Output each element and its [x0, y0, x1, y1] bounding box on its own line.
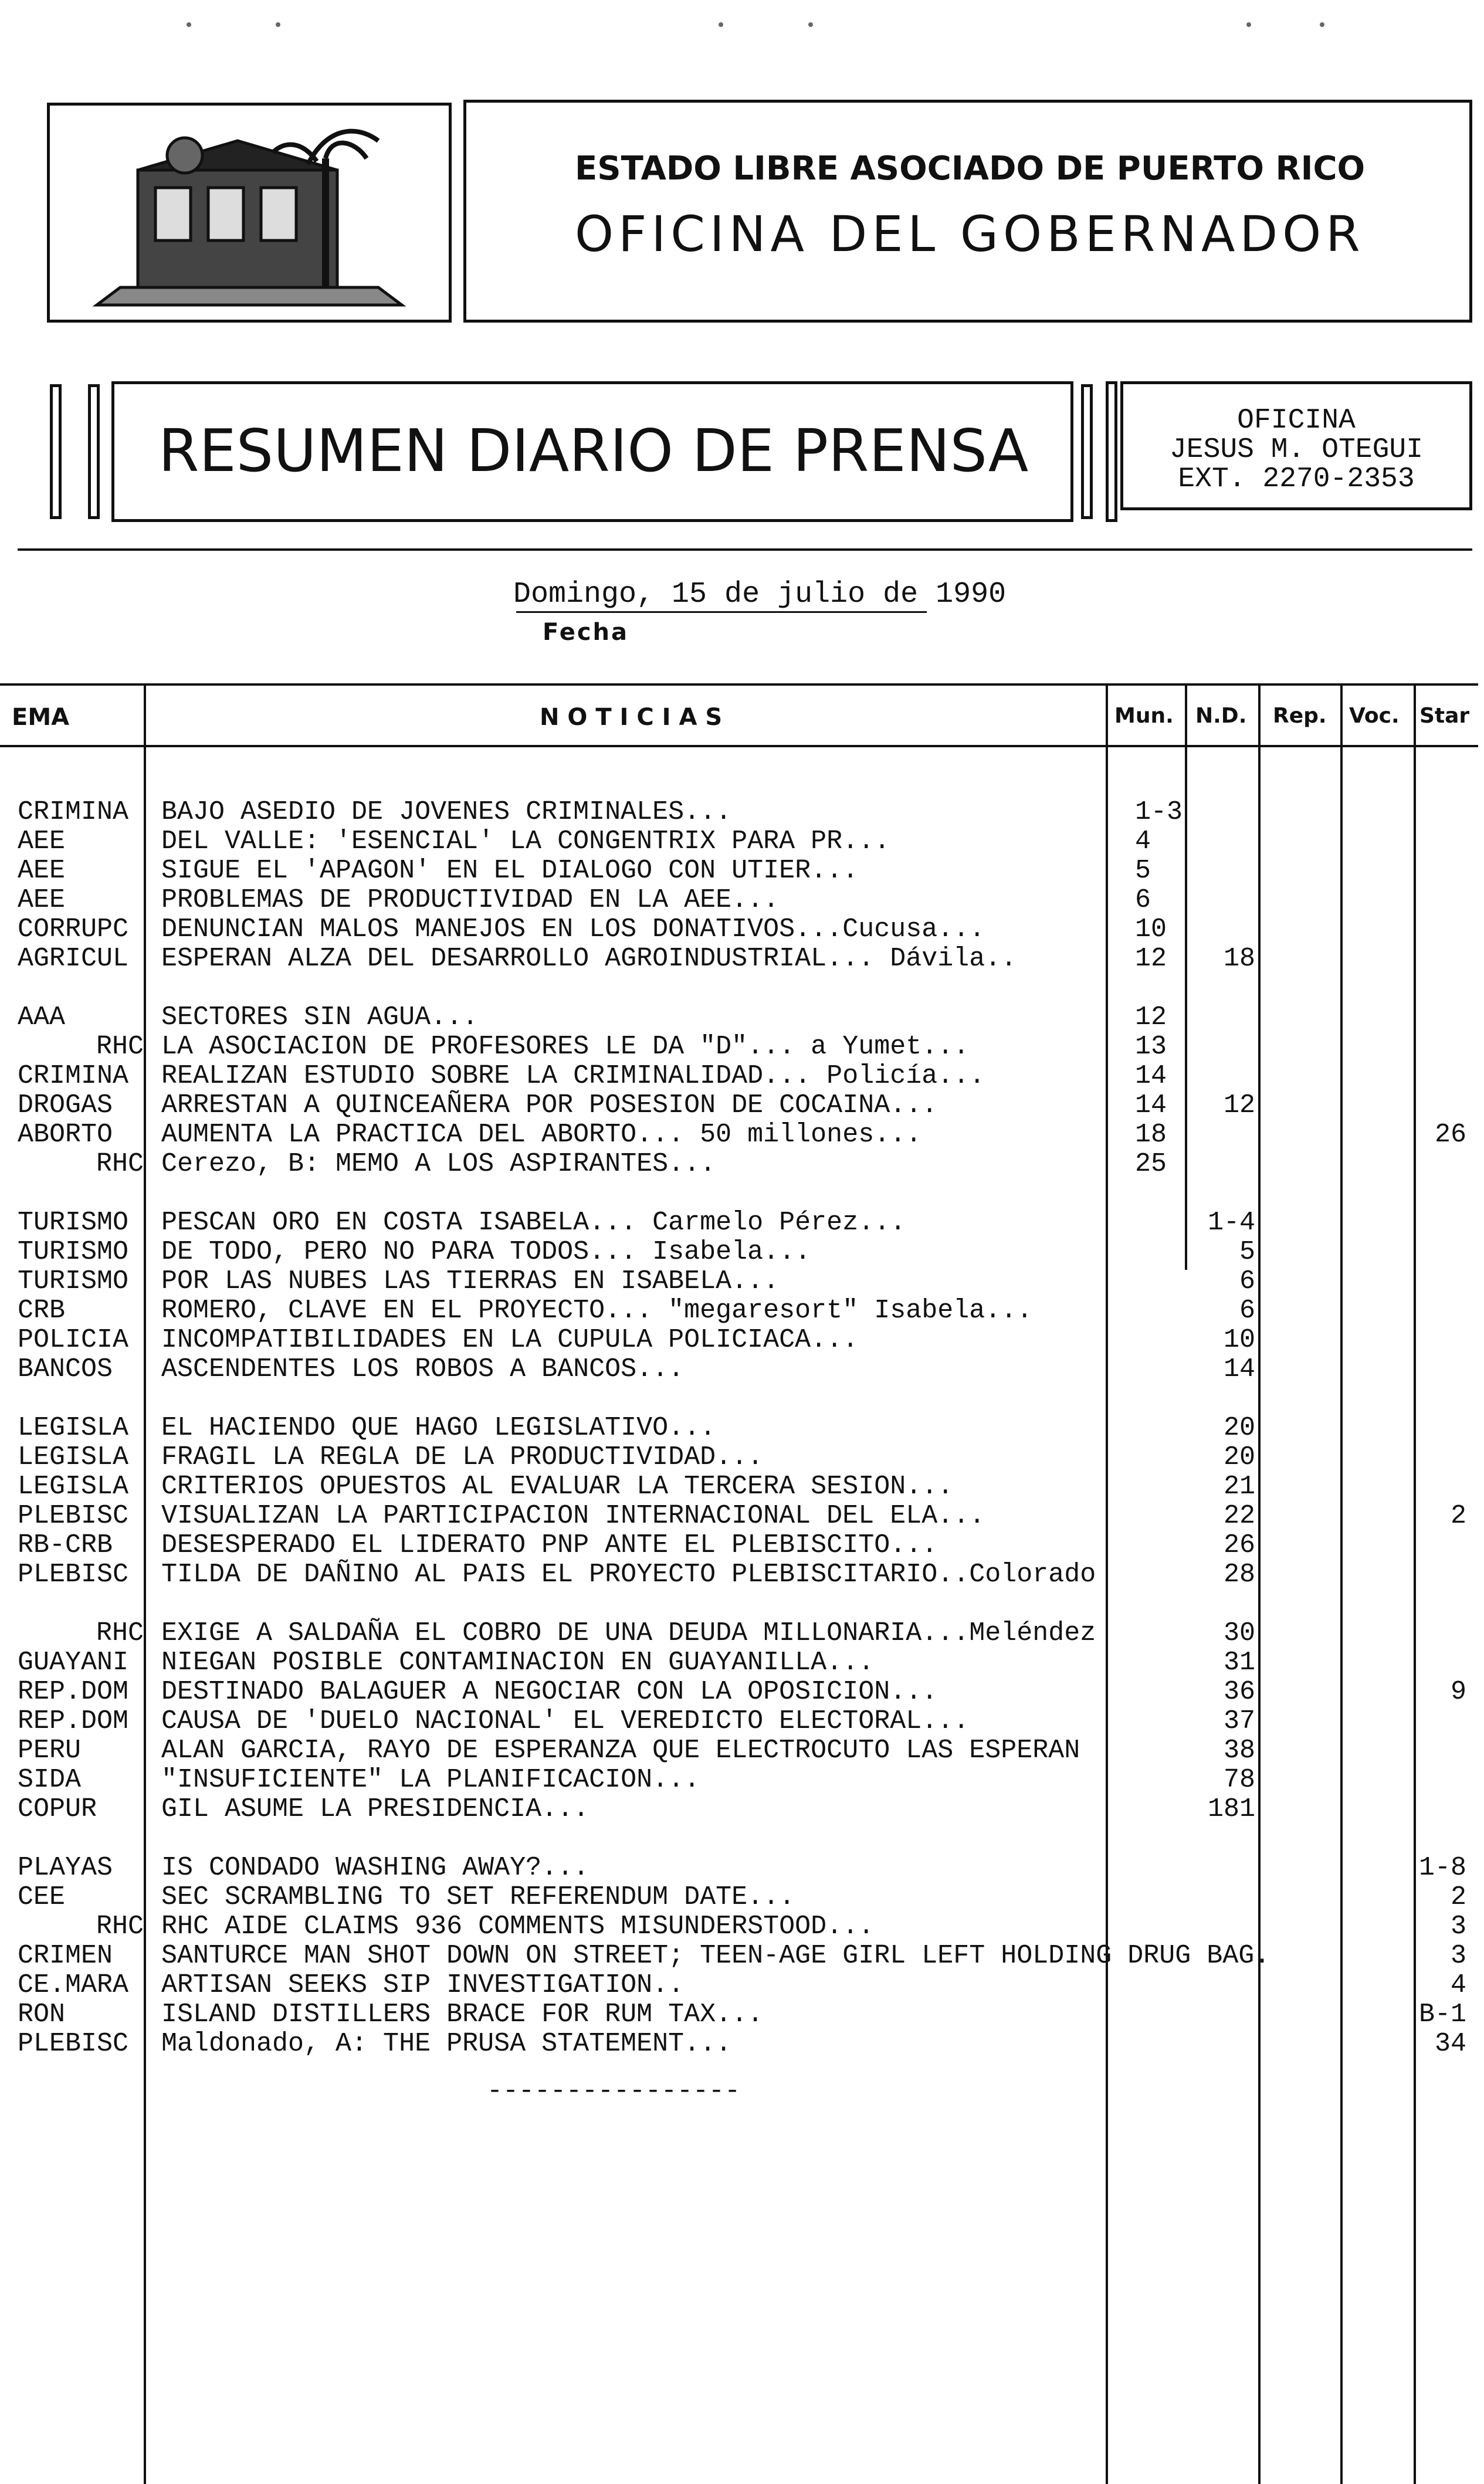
- news-row: [0, 1971, 1484, 2000]
- news-row: [0, 1003, 1484, 1032]
- row-topic: CRIMEN: [18, 1941, 113, 1971]
- news-row: [0, 2000, 1484, 2029]
- row-star-page: 2: [1450, 1882, 1466, 1912]
- date-underline: [516, 611, 927, 613]
- news-row: [0, 1091, 1484, 1120]
- row-topic: TURISMO: [18, 1267, 129, 1296]
- row-mun-page: 12: [1135, 944, 1167, 974]
- row-mun-page: 5: [1135, 856, 1151, 886]
- row-topic: ABORTO: [18, 1120, 113, 1150]
- row-nd-page: 12: [1223, 1090, 1255, 1120]
- title-box: [111, 381, 1073, 522]
- col-head-nd: N.D.: [1195, 704, 1247, 728]
- row-nd-page: 28: [1223, 1560, 1255, 1590]
- news-row: [0, 1238, 1484, 1267]
- row-headline: BAJO ASEDIO DE JOVENES CRIMINALES...: [161, 797, 732, 827]
- row-headline: LA ASOCIACION DE PROFESORES LE DA "D"... a Yumet...: [161, 1032, 970, 1062]
- row-nd-page: 78: [1223, 1765, 1255, 1795]
- row-topic: RON: [18, 2000, 66, 2029]
- row-topic: RHC: [96, 1912, 144, 1941]
- news-row: [0, 1531, 1484, 1560]
- row-star-page: 4: [1450, 1970, 1466, 2000]
- row-nd-page: 30: [1223, 1618, 1255, 1648]
- office-person: JESUS M. OTEGUI: [1169, 434, 1424, 466]
- row-topic: COPUR: [18, 1795, 97, 1824]
- news-row: [0, 1736, 1484, 1765]
- row-headline: DE TODO, PERO NO PARA TODOS... Isabela...: [161, 1237, 811, 1267]
- row-headline: ESPERAN ALZA DEL DESARROLLO AGROINDUSTRIAL... Dávila..: [161, 944, 1017, 974]
- logo-box: [47, 103, 452, 323]
- row-mun-page: 25: [1135, 1149, 1167, 1179]
- row-topic: AEE: [18, 827, 66, 856]
- news-row: [0, 1326, 1484, 1355]
- row-headline: DESESPERADO EL LIDERATO PNP ANTE EL PLEBISCITO...: [161, 1530, 938, 1560]
- row-headline: EXIGE A SALDAÑA EL COBRO DE UNA DEUDA MILLONARIA...Meléndez: [161, 1618, 1096, 1648]
- row-topic: AAA: [18, 1003, 66, 1032]
- row-star-page: 3: [1450, 1941, 1466, 1971]
- news-row: [0, 1765, 1484, 1795]
- row-topic: BANCOS: [18, 1355, 113, 1384]
- news-row: [0, 1355, 1484, 1384]
- right-bar-outer: [1106, 381, 1117, 522]
- row-topic: REP.DOM: [18, 1678, 129, 1707]
- row-nd-page: 20: [1223, 1442, 1255, 1472]
- news-row: [0, 1707, 1484, 1736]
- row-topic: LEGISLA: [18, 1443, 129, 1472]
- row-topic: CRB: [18, 1296, 66, 1326]
- row-headline: EL HACIENDO QUE HAGO LEGISLATIVO...: [161, 1413, 716, 1443]
- row-headline: DESTINADO BALAGUER A NEGOCIAR CON LA OPOSICION...: [161, 1677, 938, 1707]
- row-headline: SEC SCRAMBLING TO SET REFERENDUM DATE...: [161, 1882, 795, 1912]
- row-headline: SIGUE EL 'APAGON' EN EL DIALOGO CON UTIER...: [161, 856, 859, 886]
- row-nd-page: 37: [1223, 1706, 1255, 1736]
- row-topic: CRIMINA: [18, 798, 129, 827]
- row-nd-page: 10: [1223, 1325, 1255, 1355]
- row-topic: PLEBISC: [18, 1560, 129, 1590]
- row-nd-page: 5: [1239, 1237, 1255, 1267]
- row-topic: RHC: [96, 1032, 144, 1062]
- row-star-page: 9: [1450, 1677, 1466, 1707]
- row-topic: REP.DOM: [18, 1707, 129, 1736]
- row-mun-page: 12: [1135, 1002, 1167, 1032]
- news-row: [0, 1648, 1484, 1678]
- row-mun-page: 14: [1135, 1090, 1167, 1120]
- news-row: [0, 827, 1484, 856]
- row-star-page: 3: [1450, 1912, 1466, 1941]
- office-contact-box: [1120, 381, 1472, 510]
- row-mun-page: 10: [1135, 914, 1167, 944]
- row-headline: NIEGAN POSIBLE CONTAMINACION EN GUAYANILLA...: [161, 1648, 875, 1678]
- row-topic: AGRICUL: [18, 944, 129, 974]
- row-nd-page: 31: [1223, 1648, 1255, 1678]
- row-topic: AEE: [18, 856, 66, 886]
- news-row: [0, 2029, 1484, 2059]
- row-nd-page: 6: [1239, 1266, 1255, 1296]
- row-headline: CRITERIOS OPUESTOS AL EVALUAR LA TERCERA SESION...: [161, 1472, 954, 1502]
- row-mun-page: 14: [1135, 1061, 1167, 1091]
- col-head-tema: EMA: [12, 704, 70, 731]
- news-row: [0, 944, 1484, 974]
- news-row: [0, 1853, 1484, 1883]
- col-divider-mun: [1185, 683, 1187, 1270]
- row-headline: VISUALIZAN LA PARTICIPACION INTERNACIONAL DEL ELA...: [161, 1501, 985, 1531]
- news-row: [0, 1502, 1484, 1531]
- news-row: [0, 1267, 1484, 1296]
- row-headline: ISLAND DISTILLERS BRACE FOR RUM TAX...: [161, 2000, 764, 2029]
- row-headline: FRAGIL LA REGLA DE LA PRODUCTIVIDAD...: [161, 1442, 764, 1472]
- row-nd-page: 18: [1223, 944, 1255, 974]
- news-row: [0, 1062, 1484, 1091]
- row-topic: GUAYANI: [18, 1648, 129, 1678]
- row-headline: ARRESTAN A QUINCEAÑERA POR POSESION DE COCAINA...: [161, 1090, 938, 1120]
- scan-dot: [719, 22, 723, 27]
- row-headline: GIL ASUME LA PRESIDENCIA...: [161, 1794, 589, 1824]
- header-separator: [18, 548, 1472, 551]
- news-row: [0, 1912, 1484, 1941]
- news-row: [0, 1941, 1484, 1971]
- row-headline: Maldonado, A: THE PRUSA STATEMENT...: [161, 2029, 732, 2059]
- news-row: [0, 1560, 1484, 1590]
- row-topic: RHC: [96, 1150, 144, 1179]
- row-nd-page: 36: [1223, 1677, 1255, 1707]
- row-topic: DROGAS: [18, 1091, 113, 1120]
- row-topic: LEGISLA: [18, 1472, 129, 1502]
- row-star-page: B-1: [1418, 2000, 1466, 2029]
- row-headline: "INSUFICIENTE" LA PLANIFICACION...: [161, 1765, 700, 1795]
- row-mun-page: 18: [1135, 1120, 1167, 1150]
- row-topic: TURISMO: [18, 1238, 129, 1267]
- news-row: [0, 1883, 1484, 1912]
- row-mun-page: 1-3: [1135, 797, 1183, 827]
- office-title-box: [463, 100, 1472, 323]
- row-headline: PESCAN ORO EN COSTA ISABELA... Carmelo Pérez...: [161, 1208, 906, 1238]
- office-label: OFICINA: [1237, 405, 1356, 436]
- row-headline: ROMERO, CLAVE EN EL PROYECTO... "megaresort" Isabela...: [161, 1296, 1033, 1326]
- scan-dot: [808, 22, 813, 27]
- end-marker: ----------------: [487, 2076, 741, 2106]
- row-nd-page: 21: [1223, 1472, 1255, 1502]
- row-nd-page: 20: [1223, 1413, 1255, 1443]
- state-name: ESTADO LIBRE ASOCIADO DE PUERTO RICO: [575, 150, 1366, 188]
- left-bar-inner: [88, 384, 100, 519]
- row-topic: CRIMINA: [18, 1062, 129, 1091]
- row-nd-page: 14: [1223, 1354, 1255, 1384]
- scan-dot: [1320, 22, 1324, 27]
- row-topic: PLAYAS: [18, 1853, 113, 1883]
- news-row: [0, 1619, 1484, 1648]
- row-headline: SANTURCE MAN SHOT DOWN ON STREET; TEEN-AGE GIRL LEFT HOLDING DRUG BAG.: [161, 1941, 1270, 1971]
- news-row: [0, 1032, 1484, 1062]
- scan-dot: [187, 22, 191, 27]
- left-bar-outer: [50, 384, 62, 519]
- row-headline: DENUNCIAN MALOS MANEJOS EN LOS DONATIVOS...Cucusa...: [161, 914, 985, 944]
- row-topic: CE.MARA: [18, 1971, 129, 2000]
- office-extension: EXT. 2270-2353: [1178, 463, 1415, 495]
- col-head-mun: Mun.: [1114, 704, 1174, 728]
- scan-dot: [276, 22, 280, 27]
- col-head-rep: Rep.: [1273, 704, 1327, 728]
- row-topic: LEGISLA: [18, 1414, 129, 1443]
- row-headline: CAUSA DE 'DUELO NACIONAL' EL VEREDICTO ELECTORAL...: [161, 1706, 970, 1736]
- scan-dot: [1246, 22, 1251, 27]
- row-headline: AUMENTA LA PRACTICA DEL ABORTO... 50 millones...: [161, 1120, 922, 1150]
- report-date: Domingo, 15 de julio de 1990: [513, 578, 1007, 611]
- row-star-page: 1-8: [1418, 1853, 1466, 1883]
- news-row: [0, 1120, 1484, 1150]
- news-row: [0, 915, 1484, 944]
- row-topic: RB-CRB: [18, 1531, 113, 1560]
- news-row: [0, 1208, 1484, 1238]
- row-headline: INCOMPATIBILIDADES EN LA CUPULA POLICIACA...: [161, 1325, 859, 1355]
- row-topic: POLICIA: [18, 1326, 129, 1355]
- news-row: [0, 1296, 1484, 1326]
- date-label: Fecha: [543, 619, 629, 646]
- row-topic: RHC: [96, 1619, 144, 1648]
- row-headline: SECTORES SIN AGUA...: [161, 1002, 479, 1032]
- table-header-bottom-line: [0, 745, 1478, 747]
- news-row: [0, 1443, 1484, 1472]
- row-headline: POR LAS NUBES LAS TIERRAS EN ISABELA...: [161, 1266, 780, 1296]
- row-nd-page: 26: [1223, 1530, 1255, 1560]
- row-mun-page: 13: [1135, 1032, 1167, 1062]
- row-headline: ALAN GARCIA, RAYO DE ESPERANZA QUE ELECTROCUTO LAS ESPERAN: [161, 1736, 1080, 1765]
- row-nd-page: 38: [1223, 1736, 1255, 1765]
- office-name: OFICINA DEL GOBERNADOR: [575, 205, 1365, 263]
- news-row: [0, 886, 1484, 915]
- row-headline: Cerezo, B: MEMO A LOS ASPIRANTES...: [161, 1149, 716, 1179]
- row-headline: TILDA DE DAÑINO AL PAIS EL PROYECTO PLEBISCITARIO..Colorado: [161, 1560, 1096, 1590]
- col-head-star: Star: [1419, 704, 1470, 728]
- row-topic: PLEBISC: [18, 2029, 129, 2059]
- row-star-page: 26: [1434, 1120, 1466, 1150]
- row-headline: DEL VALLE: 'ESENCIAL' LA CONGENTRIX PARA PR...: [161, 826, 890, 856]
- col-head-voc: Voc.: [1349, 704, 1400, 728]
- right-bar-inner: [1081, 384, 1093, 519]
- row-headline: RHC AIDE CLAIMS 936 COMMENTS MISUNDERSTOOD...: [161, 1912, 875, 1941]
- row-nd-page: 6: [1239, 1296, 1255, 1326]
- row-headline: REALIZAN ESTUDIO SOBRE LA CRIMINALIDAD... Policía...: [161, 1061, 985, 1091]
- row-star-page: 2: [1450, 1501, 1466, 1531]
- news-row: [0, 1472, 1484, 1502]
- news-row: [0, 1678, 1484, 1707]
- row-headline: PROBLEMAS DE PRODUCTIVIDAD EN LA AEE...: [161, 885, 780, 915]
- row-topic: SIDA: [18, 1765, 82, 1795]
- row-topic: PLEBISC: [18, 1502, 129, 1531]
- government-building-logo: [50, 106, 449, 320]
- row-headline: ARTISAN SEEKS SIP INVESTIGATION..: [161, 1970, 685, 2000]
- news-row: [0, 1795, 1484, 1824]
- row-headline: ASCENDENTES LOS ROBOS A BANCOS...: [161, 1354, 685, 1384]
- row-topic: TURISMO: [18, 1208, 129, 1238]
- news-row: [0, 1150, 1484, 1179]
- row-mun-page: 4: [1135, 826, 1151, 856]
- table-top-line: [0, 683, 1478, 686]
- row-topic: CORRUPC: [18, 915, 129, 944]
- row-nd-page: 181: [1207, 1794, 1255, 1824]
- news-row: [0, 1414, 1484, 1443]
- row-nd-page: 1-4: [1207, 1208, 1255, 1238]
- row-headline: IS CONDADO WASHING AWAY?...: [161, 1853, 589, 1883]
- row-mun-page: 6: [1135, 885, 1151, 915]
- news-row: [0, 798, 1484, 827]
- row-topic: CEE: [18, 1883, 66, 1912]
- row-topic: PERU: [18, 1736, 82, 1765]
- news-row: [0, 856, 1484, 886]
- row-topic: AEE: [18, 886, 66, 915]
- report-title: RESUMEN DIARIO DE PRENSA: [158, 416, 1029, 485]
- row-nd-page: 22: [1223, 1501, 1255, 1531]
- row-star-page: 34: [1434, 2029, 1466, 2059]
- col-head-noticias: N O T I C I A S: [540, 704, 723, 731]
